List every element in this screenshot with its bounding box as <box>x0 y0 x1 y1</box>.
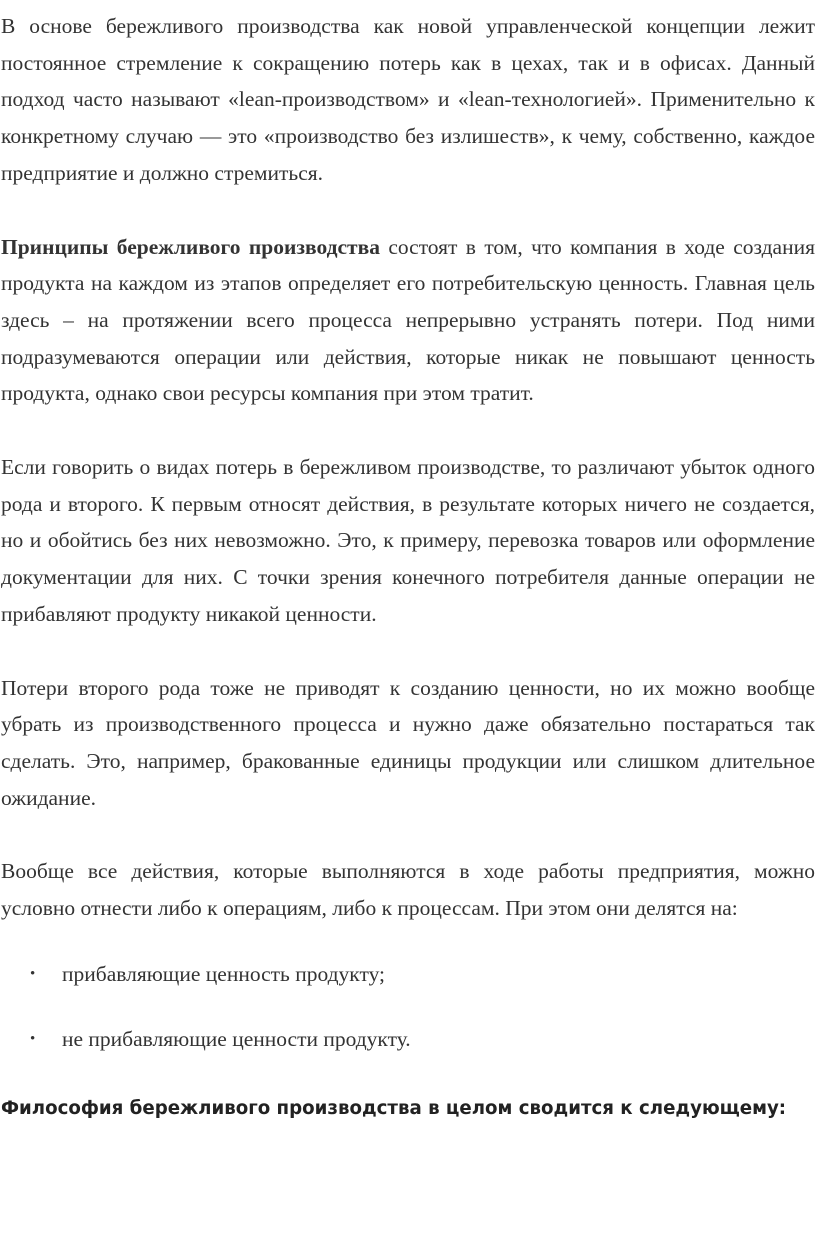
list-item-text: прибавляющие ценность продукту; <box>62 961 386 986</box>
paragraph-loss-types: Если говорить о видах потерь в бережливом производстве, то различают убыток одного рода и второго. К первым относят действия, в результате которых ничего не создается, но и обойтись без них невозможно. Это, к примеру, перевозка товаров или оформление документации для них. С точки зрения конечного потребителя данные операции не прибавляют продукту никакой ценности. <box>1 455 815 626</box>
paragraph-gap <box>0 816 816 853</box>
paragraph-gap <box>0 412 816 449</box>
list-item <box>0 1021 816 1058</box>
paragraph-gap <box>0 192 816 229</box>
list-item-text: не прибавляющие ценности продукту. <box>62 1027 411 1052</box>
paragraph-second-type-losses: Потери второго рода тоже не приводят к созданию ценности, но их можно вообще убрать из производственного процесса и нужно даже обязательно постараться так сделать. Это, например, бракованные единицы продукции или слишком длительное ожидание. <box>1 675 815 810</box>
bullet-icon: • <box>30 965 36 982</box>
section-heading-philosophy: Философия бережливого производства в целом сводится к следующему: <box>1 1098 787 1120</box>
list-item <box>0 956 816 993</box>
paragraph-lean-principles <box>0 229 816 413</box>
bullet-list <box>0 956 816 1058</box>
paragraph-actions-division: Вообще все действия, которые выполняются в ходе работы предприятия, можно условно отнести либо к операциям, либо к процессам. При этом они делятся на: <box>1 859 815 921</box>
paragraph-gap <box>0 633 816 670</box>
paragraph-lean-concept: В основе бережливого производства как новой управленческой концепции лежит постоянное стремление к сокращению потерь как в цехах, так и в офисах. Данный подход часто называют «lean-производством» и «lean-технологией». Применительно к конкретному случаю — это «производство без излишеств», к чему, собственно, каждое предприятие и должно стремиться. <box>1 14 815 185</box>
bullet-icon: • <box>30 1031 36 1048</box>
principles-text: состоят в том, что компания в ходе создания продукта на каждом из этапов определяет его потребительскую ценность. Главная цель здесь – на протяжении всего процесса непрерывно устранять потери. Под ними подразумеваются операции или действия, которые никак не повышают ценность продукта, однако свои ресурсы компания при этом тратит. <box>1 234 815 406</box>
principles-bold-lead: Принципы бережливого производства <box>1 234 380 259</box>
